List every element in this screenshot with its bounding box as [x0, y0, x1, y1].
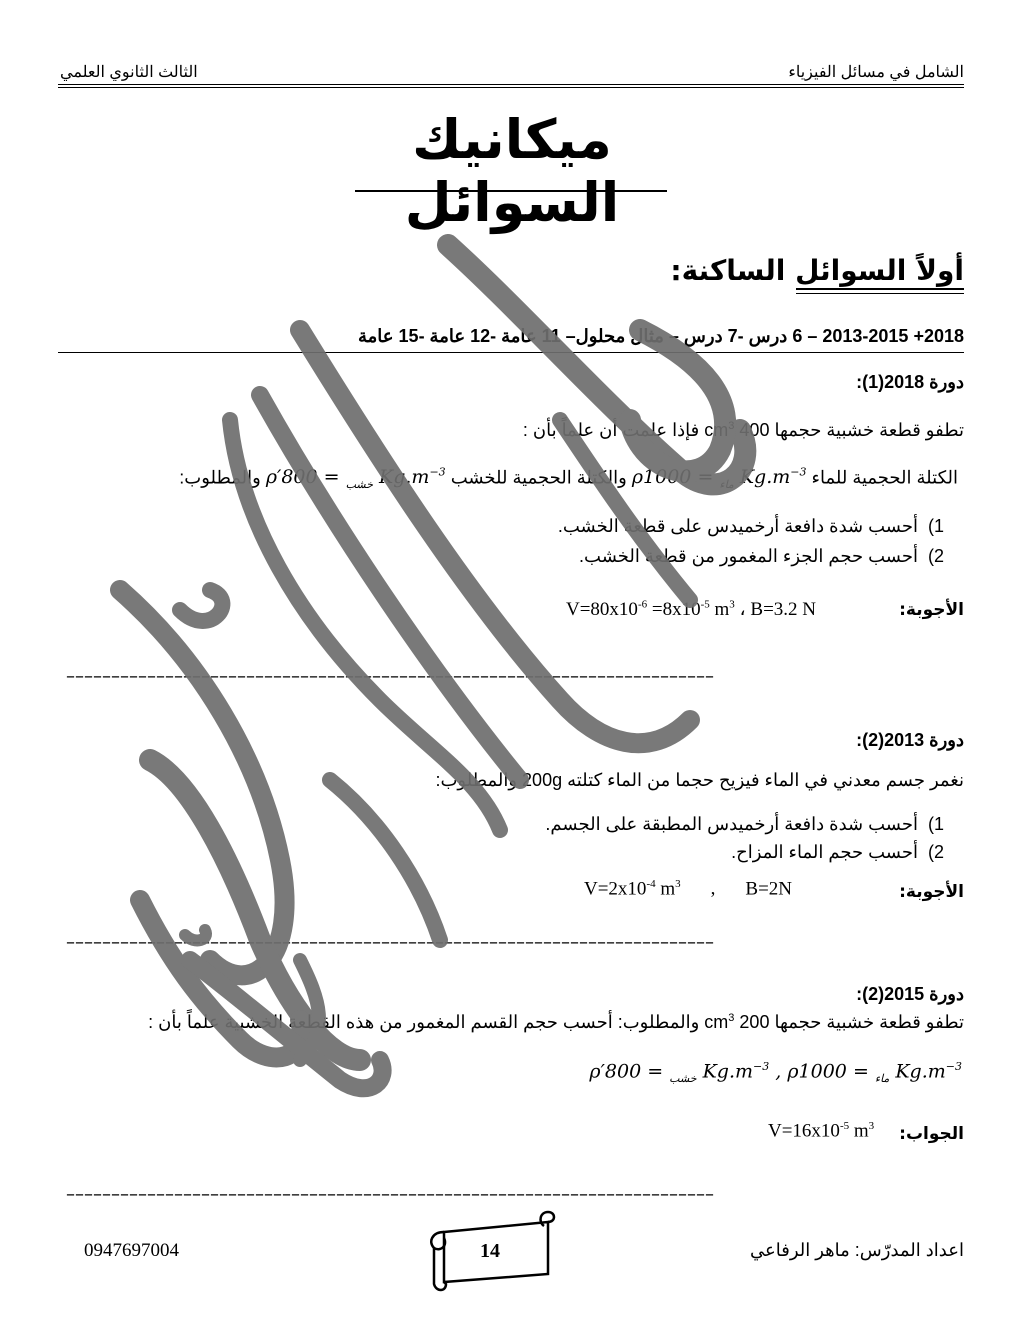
q2-text: نغمر جسم معدني في الماء فيزيح حجما من الماء كتلته 200g والمطلوب:: [435, 770, 964, 790]
q2-item-1: [545, 814, 944, 835]
q1-heading: دورة 2018(1):: [856, 372, 964, 392]
q1-rhop-exp: −3: [429, 466, 446, 479]
section-underline: [796, 288, 964, 294]
q1-densities: [179, 466, 958, 491]
q3-text-sup: 3: [728, 1012, 735, 1024]
footer-author: اعداد المدرّس: ماهر الرفاعي: [749, 1240, 964, 1260]
q2-item-2: [731, 842, 944, 863]
q3-rhop-sub: خشب: [669, 1072, 697, 1086]
q1-rhop-value: = 800 Kg.m: [281, 466, 430, 489]
separator-1: ––––––––––––––––––––––––––––––––––––––––––––––––––––––––––––––––––––––––: [66, 666, 714, 687]
q3-rho-exp: −3: [945, 1060, 962, 1073]
q2-answer-label: الأجوبة:: [899, 882, 964, 902]
title-underline: [355, 190, 667, 192]
q3-answer-unit-exp: 3: [868, 1120, 875, 1132]
q3-text-end: والمطلوب: أحسب حجم القسم المغمور من هذه القطعة الخشبية علماً بأن :: [148, 1012, 705, 1032]
q1-text-start: تطفو قطعة خشبية حجمها 400 cm: [704, 420, 964, 440]
q1-item-2: [579, 546, 944, 567]
q2-answer-unit-exp: 3: [675, 878, 681, 890]
q1-item-1-num: 1): [927, 516, 944, 536]
q3-rho-value: = 1000 Kg.m: [798, 1060, 946, 1083]
q1-answer-unit: m: [709, 599, 730, 620]
q3-formula: [589, 1060, 962, 1085]
q2-answer-unit: m: [655, 878, 676, 900]
q3-answer-label: الجواب:: [899, 1124, 964, 1144]
q3-answer-exp: -5: [839, 1120, 850, 1132]
q1-answer-unit-exp: 3: [729, 598, 735, 611]
exam-references: 2018+ 2013-2015 – 6 درس -7 درس – مثال محلول– 11 عامة -12 عامة -15 عامة: [358, 326, 964, 346]
q1-rho-exp: −3: [790, 466, 807, 479]
header-right-text: الشامل في مسائل الفيزياء: [788, 64, 964, 81]
q2-item-1-text: أحسب شدة دافعة أرخميدس المطبقة على الجسم.: [545, 814, 918, 834]
q1-rho-sub: ماء: [719, 478, 734, 492]
q1-answer-mid: =8x10: [647, 599, 701, 620]
q3-answer-unit: m: [849, 1120, 869, 1142]
q1-answer-v: V=80x10: [566, 599, 638, 620]
q1-item-2-num: 2): [927, 546, 944, 566]
q1-density-water-formula: [631, 466, 807, 492]
q1-answer: [566, 598, 816, 621]
q1-rho-value: = 1000 Kg.m: [643, 466, 791, 489]
q2-answer-b: B=2N: [745, 878, 792, 900]
q2-answer-v: V=2x10: [584, 878, 647, 900]
q1-item-1-text: أحسب شدة دافعة أرخميدس على قطعة الخشب.: [557, 516, 918, 536]
q1-answer-b: ، B=3.2 N: [734, 599, 817, 620]
section-title: أولاً السوائل الساكنة:: [670, 254, 964, 287]
q3-text-start: تطفو قطعة خشبية حجمها 200 cm: [704, 1012, 964, 1032]
q3-text: [148, 1012, 964, 1033]
q2-item-2-num: 2): [927, 842, 944, 862]
q1-required-label: والمطلوب:: [179, 467, 261, 488]
header-left-text: الثالث الثانوي العلمي: [60, 64, 198, 81]
q1-density-water-label: الكتلة الحجمية للماء: [811, 467, 958, 488]
q2-answer-exp: -4: [646, 878, 656, 890]
q1-rhop-sub: خشب: [345, 478, 373, 492]
q1-density-wood-formula: [265, 466, 446, 492]
q2-answer: $V=2x10^{-4}$ $m^3$ , B=2N: [584, 878, 792, 900]
q3-rhop-symbol: ρ′: [589, 1060, 605, 1083]
q2-heading: دورة 2013(2):: [856, 730, 964, 750]
q1-rhop-symbol: ρ′: [265, 466, 282, 489]
q3-answer-v: V=16x10: [768, 1120, 840, 1142]
footer-phone: 0947697004: [84, 1240, 179, 1261]
q1-rho-symbol: ρ: [631, 466, 644, 489]
separator-3: ––––––––––––––––––––––––––––––––––––––––––––––––––––––––––––––––––––––––: [66, 1184, 714, 1205]
q1-text: [523, 420, 964, 441]
page-number: 14: [480, 1240, 500, 1262]
q3-heading: دورة 2015(2):: [856, 984, 964, 1004]
q1-text-sup: 3: [728, 420, 735, 432]
page-title: ميكانيك السوائل: [404, 108, 620, 234]
q1-item-2-text: أحسب حجم الجزء المغمور من قطعة الخشب.: [579, 546, 918, 566]
q1-density-wood-label: والكتلة الحجمية للخشب: [450, 467, 627, 488]
q3-rho-symbol: , ρ: [769, 1060, 799, 1083]
q1-text-end: فإذا علمت أن علماً بأن :: [522, 420, 705, 440]
q2-item-2-text: أحسب حجم الماء المزاح.: [731, 842, 918, 862]
q3-rhop-exp: −3: [753, 1060, 770, 1073]
q1-answer-label: الأجوبة:: [899, 600, 964, 620]
q1-item-1: [558, 516, 944, 537]
separator-2: ––––––––––––––––––––––––––––––––––––––––––––––––––––––––––––––––––––––––: [66, 932, 714, 953]
header-divider: [58, 84, 964, 88]
q1-answer-exp2: -5: [700, 598, 710, 611]
q3-answer: [768, 1120, 874, 1142]
q3-rho-sub: ماء: [874, 1072, 890, 1086]
q1-answer-exp1: -6: [637, 598, 648, 611]
references-divider: [58, 352, 964, 353]
q2-item-1-num: 1): [927, 814, 944, 834]
q3-rhop-value: = 800 Kg.m: [604, 1060, 754, 1083]
